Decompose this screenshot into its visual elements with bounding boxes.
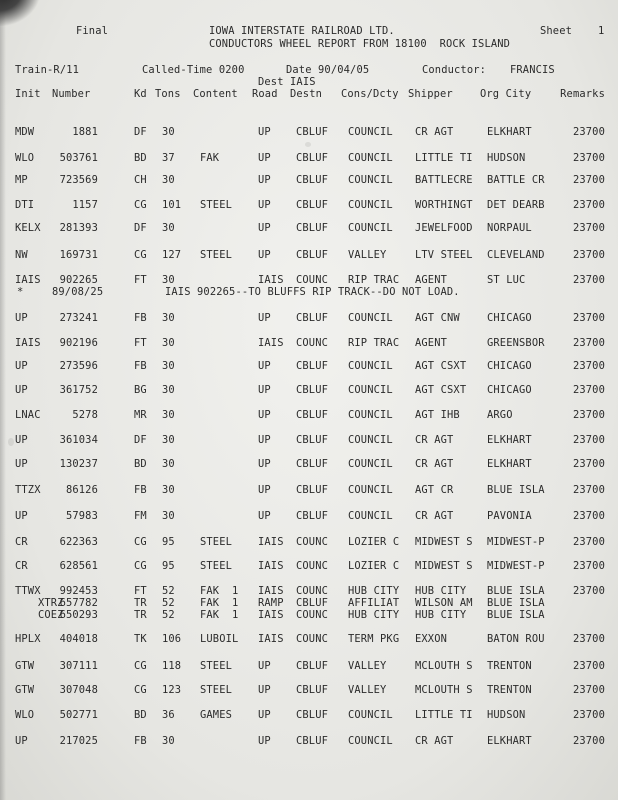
cell-shipper: BATTLECRE xyxy=(415,174,473,186)
cell-destination: CBLUF xyxy=(296,126,329,138)
cell-remarks: 23700 xyxy=(572,274,605,286)
cell-tons: 30 xyxy=(162,735,175,747)
cell-kind: DF xyxy=(134,222,147,234)
cell-road: UP xyxy=(258,709,271,721)
cell-origin-city: ELKHART xyxy=(487,126,532,138)
cell-content: FAK xyxy=(200,152,220,164)
cell-remarks: 23700 xyxy=(572,360,605,372)
cell-content: STEEL xyxy=(200,560,233,572)
cell-consignee: COUNCIL xyxy=(348,174,393,186)
cell-kind: FT xyxy=(134,585,147,597)
cell-shipper: MIDWEST S xyxy=(415,536,473,548)
cell-origin-city: HUDSON xyxy=(487,709,526,721)
cell-init: WLO xyxy=(15,152,35,164)
cell-destination: CBLUF xyxy=(296,458,329,470)
cell-shipper: AGT CR xyxy=(415,484,454,496)
cell-number: 723569 xyxy=(59,174,98,186)
cell-remarks: 23700 xyxy=(572,312,605,324)
cell-consignee: COUNCIL xyxy=(348,434,393,446)
conductor-name: FRANCIS xyxy=(510,64,555,76)
cell-shipper: JEWELFOOD xyxy=(415,222,473,234)
cell-init: NW xyxy=(15,249,28,261)
cell-tons: 101 xyxy=(162,199,182,211)
cell-destination: CBLUF xyxy=(296,684,329,696)
col-content: Content xyxy=(193,88,238,100)
cell-kind: BD xyxy=(134,709,147,721)
cell-shipper: AGT CSXT xyxy=(415,384,467,396)
cell-road: UP xyxy=(258,484,271,496)
cell-origin-city: TRENTON xyxy=(487,684,532,696)
col-destn: Destn xyxy=(290,88,323,100)
cell-kind: CG xyxy=(134,249,147,261)
cell-remarks: 23700 xyxy=(572,409,605,421)
cell-road: UP xyxy=(258,199,271,211)
cell-origin-city: BATON ROU xyxy=(487,633,545,645)
cell-destination: COUNC xyxy=(296,337,329,349)
cell-remarks: 23700 xyxy=(572,660,605,672)
cell-origin-city: ARGO xyxy=(487,409,513,421)
cell-origin-city: DET DEARB xyxy=(487,199,545,211)
cell-kind: FT xyxy=(134,274,147,286)
cell-consignee: COUNCIL xyxy=(348,384,393,396)
cell-shipper: CR AGT xyxy=(415,510,454,522)
train-id: Train-R/11 xyxy=(15,64,80,76)
cell-shipper: AGT CSXT xyxy=(415,360,467,372)
cell-consignee: COUNCIL xyxy=(348,709,393,721)
cell-consignee: TERM PKG xyxy=(348,633,400,645)
cell-tons: 30 xyxy=(162,510,175,522)
cell-init: TTWX xyxy=(15,585,41,597)
cell-kind: BD xyxy=(134,152,147,164)
scan-corner-shadow xyxy=(0,0,40,26)
cell-consignee: LOZIER C xyxy=(348,560,400,572)
cell-origin-city: BLUE ISLA xyxy=(487,585,545,597)
cell-tons: 30 xyxy=(162,126,175,138)
cell-init: UP xyxy=(15,312,28,324)
cell-road: UP xyxy=(258,458,271,470)
cell-content: GAMES xyxy=(200,709,233,721)
cell-consignee: COUNCIL xyxy=(348,222,393,234)
cell-origin-city: ELKHART xyxy=(487,735,532,747)
cell-init: MDW xyxy=(15,126,35,138)
cell-init: IAIS xyxy=(15,337,41,349)
cell-content: STEEL xyxy=(200,249,233,261)
cell-content: STEEL xyxy=(200,536,233,548)
cell-remarks: 23700 xyxy=(572,709,605,721)
cell-consignee: COUNCIL xyxy=(348,458,393,470)
cell-destination: COUNC xyxy=(296,609,329,621)
cell-origin-city: MIDWEST-P xyxy=(487,536,545,548)
cell-road: RAMP xyxy=(258,597,284,609)
cell-number: 169731 xyxy=(59,249,98,261)
cell-consignee: LOZIER C xyxy=(348,536,400,548)
cell-road: UP xyxy=(258,510,271,522)
cell-kind: FB xyxy=(134,360,147,372)
cell-number: 273596 xyxy=(59,360,98,372)
cell-number: 361034 xyxy=(59,434,98,446)
cell-destination: CBLUF xyxy=(296,434,329,446)
cell-tons: 37 xyxy=(162,152,175,164)
cell-init: KELX xyxy=(15,222,41,234)
dest-iais-header: Dest IAIS xyxy=(258,76,316,88)
note-text: IAIS 902265--TO BLUFFS RIP TRACK--DO NOT LOAD. xyxy=(165,286,460,298)
cell-tons: 52 xyxy=(162,609,175,621)
cell-init: HPLX xyxy=(15,633,41,645)
cell-consignee: VALLEY xyxy=(348,660,387,672)
cell-road: IAIS xyxy=(258,560,284,572)
called-time: Called-Time 0200 xyxy=(142,64,245,76)
sheet-number: 1 xyxy=(598,25,605,37)
cell-tons: 95 xyxy=(162,560,175,572)
report-title: CONDUCTORS WHEEL REPORT FROM 18100 ROCK ISLAND xyxy=(209,38,511,50)
cell-number: 86126 xyxy=(65,484,98,496)
cell-remarks: 23700 xyxy=(572,735,605,747)
cell-number: 5278 xyxy=(72,409,98,421)
cell-consignee: HUB CITY xyxy=(348,585,400,597)
cell-destination: CBLUF xyxy=(296,312,329,324)
cell-origin-city: GREENSBOR xyxy=(487,337,545,349)
cell-kind: CG xyxy=(134,684,147,696)
cell-number: 503761 xyxy=(59,152,98,164)
cell-origin-city: NORPAUL xyxy=(487,222,532,234)
col-kd: Kd xyxy=(134,88,147,100)
col-tons: Tons xyxy=(155,88,181,100)
cell-init: IAIS xyxy=(15,274,41,286)
cell-destination: CBLUF xyxy=(296,660,329,672)
cell-remarks: 23700 xyxy=(572,434,605,446)
cell-road: UP xyxy=(258,249,271,261)
cell-origin-city: BLUE ISLA xyxy=(487,597,545,609)
cell-remarks: 23700 xyxy=(572,536,605,548)
cell-shipper: HUB CITY xyxy=(415,585,467,597)
cell-kind: CG xyxy=(134,536,147,548)
cell-kind: FB xyxy=(134,735,147,747)
cell-destination: CBLUF xyxy=(296,409,329,421)
col-number: Number xyxy=(52,88,91,100)
cell-tons: 118 xyxy=(162,660,182,672)
cell-shipper: CR AGT xyxy=(415,434,454,446)
cell-remarks: 23700 xyxy=(572,510,605,522)
cell-tons: 106 xyxy=(162,633,182,645)
cell-remarks: 23700 xyxy=(572,126,605,138)
cell-init: WLO xyxy=(15,709,35,721)
cell-kind: CG xyxy=(134,660,147,672)
cell-shipper: CR AGT xyxy=(415,735,454,747)
cell-tons: 30 xyxy=(162,360,175,372)
cell-shipper: MIDWEST S xyxy=(415,560,473,572)
report-status: Final xyxy=(76,25,109,37)
cell-number: 622363 xyxy=(59,536,98,548)
cell-remarks: 23700 xyxy=(572,152,605,164)
cell-number: 57983 xyxy=(65,510,98,522)
col-cons: Cons/Dcty xyxy=(341,88,399,100)
conductor-label: Conductor: xyxy=(422,64,487,76)
cell-destination: COUNC xyxy=(296,633,329,645)
cell-origin-city: TRENTON xyxy=(487,660,532,672)
note-date: 89/08/25 xyxy=(52,286,104,298)
company-name: IOWA INTERSTATE RAILROAD LTD. xyxy=(209,25,395,37)
cell-content: FAK 1 xyxy=(200,585,239,597)
cell-kind: DF xyxy=(134,434,147,446)
sheet-label: Sheet xyxy=(540,25,573,37)
cell-origin-city: BLUE ISLA xyxy=(487,609,545,621)
cell-number: 992453 xyxy=(59,585,98,597)
cell-shipper: WILSON AM xyxy=(415,597,473,609)
cell-shipper: AGT IHB xyxy=(415,409,460,421)
cell-origin-city: ST LUC xyxy=(487,274,526,286)
cell-kind: TR xyxy=(134,609,147,621)
scan-speck xyxy=(305,142,311,147)
cell-remarks: 23700 xyxy=(572,249,605,261)
cell-tons: 30 xyxy=(162,222,175,234)
cell-remarks: 23700 xyxy=(572,585,605,597)
cell-shipper: MCLOUTH S xyxy=(415,660,473,672)
cell-road: UP xyxy=(258,735,271,747)
cell-shipper: CR AGT xyxy=(415,458,454,470)
cell-init: COEZ xyxy=(38,609,64,621)
cell-destination: CBLUF xyxy=(296,249,329,261)
cell-tons: 30 xyxy=(162,274,175,286)
cell-number: 307048 xyxy=(59,684,98,696)
cell-consignee: COUNCIL xyxy=(348,409,393,421)
cell-remarks: 23700 xyxy=(572,199,605,211)
cell-tons: 30 xyxy=(162,174,175,186)
cell-remarks: 23700 xyxy=(572,337,605,349)
cell-remarks: 23700 xyxy=(572,684,605,696)
cell-kind: DF xyxy=(134,126,147,138)
cell-origin-city: PAVONIA xyxy=(487,510,532,522)
cell-init: GTW xyxy=(15,660,35,672)
cell-consignee: VALLEY xyxy=(348,684,387,696)
cell-tons: 30 xyxy=(162,458,175,470)
cell-content: STEEL xyxy=(200,199,233,211)
cell-kind: CG xyxy=(134,560,147,572)
col-org-city: Org City xyxy=(480,88,532,100)
cell-consignee: AFFILIAT xyxy=(348,597,400,609)
cell-consignee: COUNCIL xyxy=(348,360,393,372)
cell-number: 502771 xyxy=(59,709,98,721)
cell-origin-city: ELKHART xyxy=(487,458,532,470)
note-mark: * xyxy=(17,286,24,298)
cell-shipper: WORTHINGT xyxy=(415,199,473,211)
cell-remarks: 23700 xyxy=(572,222,605,234)
cell-destination: CBLUF xyxy=(296,484,329,496)
cell-init: UP xyxy=(15,360,28,372)
cell-number: 361752 xyxy=(59,384,98,396)
cell-road: UP xyxy=(258,222,271,234)
cell-road: IAIS xyxy=(258,274,284,286)
cell-shipper: LTV STEEL xyxy=(415,249,473,261)
cell-number: 650293 xyxy=(59,609,98,621)
cell-tons: 95 xyxy=(162,536,175,548)
cell-origin-city: BATTLE CR xyxy=(487,174,545,186)
cell-road: IAIS xyxy=(258,609,284,621)
cell-destination: CBLUF xyxy=(296,360,329,372)
cell-origin-city: CHICAGO xyxy=(487,384,532,396)
cell-destination: CBLUF xyxy=(296,222,329,234)
cell-destination: CBLUF xyxy=(296,510,329,522)
cell-number: 281393 xyxy=(59,222,98,234)
cell-consignee: COUNCIL xyxy=(348,312,393,324)
cell-kind: BD xyxy=(134,458,147,470)
cell-consignee: COUNCIL xyxy=(348,152,393,164)
cell-init: CR xyxy=(15,536,28,548)
cell-init: UP xyxy=(15,735,28,747)
cell-origin-city: CHICAGO xyxy=(487,312,532,324)
cell-kind: MR xyxy=(134,409,147,421)
cell-tons: 52 xyxy=(162,585,175,597)
cell-origin-city: ELKHART xyxy=(487,434,532,446)
cell-init: UP xyxy=(15,510,28,522)
cell-consignee: RIP TRAC xyxy=(348,337,400,349)
cell-kind: BG xyxy=(134,384,147,396)
cell-tons: 30 xyxy=(162,484,175,496)
cell-shipper: AGENT xyxy=(415,274,448,286)
cell-number: 902196 xyxy=(59,337,98,349)
cell-tons: 30 xyxy=(162,337,175,349)
cell-tons: 30 xyxy=(162,434,175,446)
cell-origin-city: HUDSON xyxy=(487,152,526,164)
cell-init: TTZX xyxy=(15,484,41,496)
cell-init: XTRZ xyxy=(38,597,64,609)
cell-kind: TR xyxy=(134,597,147,609)
cell-origin-city: CLEVELAND xyxy=(487,249,545,261)
cell-destination: CBLUF xyxy=(296,384,329,396)
cell-remarks: 23700 xyxy=(572,633,605,645)
cell-road: UP xyxy=(258,660,271,672)
cell-road: UP xyxy=(258,684,271,696)
cell-consignee: COUNCIL xyxy=(348,510,393,522)
cell-tons: 30 xyxy=(162,409,175,421)
cell-road: IAIS xyxy=(258,633,284,645)
col-shipper: Shipper xyxy=(408,88,453,100)
cell-destination: CBLUF xyxy=(296,709,329,721)
cell-remarks: 23700 xyxy=(572,484,605,496)
cell-tons: 36 xyxy=(162,709,175,721)
cell-kind: CH xyxy=(134,174,147,186)
cell-tons: 127 xyxy=(162,249,182,261)
cell-origin-city: CHICAGO xyxy=(487,360,532,372)
cell-destination: CBLUF xyxy=(296,597,329,609)
cell-remarks: 23700 xyxy=(572,458,605,470)
report-date: Date 90/04/05 xyxy=(286,64,370,76)
cell-destination: CBLUF xyxy=(296,199,329,211)
cell-shipper: AGENT xyxy=(415,337,448,349)
cell-shipper: EXXON xyxy=(415,633,448,645)
cell-init: UP xyxy=(15,458,28,470)
cell-number: 902265 xyxy=(59,274,98,286)
cell-origin-city: MIDWEST-P xyxy=(487,560,545,572)
cell-road: IAIS xyxy=(258,536,284,548)
cell-number: 1157 xyxy=(72,199,98,211)
cell-destination: CBLUF xyxy=(296,735,329,747)
cell-number: 1881 xyxy=(72,126,98,138)
cell-destination: CBLUF xyxy=(296,174,329,186)
scan-speck xyxy=(8,438,14,446)
cell-kind: CG xyxy=(134,199,147,211)
cell-tons: 30 xyxy=(162,312,175,324)
cell-number: 217025 xyxy=(59,735,98,747)
cell-init: UP xyxy=(15,384,28,396)
cell-consignee: RIP TRAC xyxy=(348,274,400,286)
cell-destination: COUNC xyxy=(296,536,329,548)
cell-remarks: 23700 xyxy=(572,560,605,572)
cell-number: 307111 xyxy=(59,660,98,672)
cell-init: CR xyxy=(15,560,28,572)
cell-road: UP xyxy=(258,409,271,421)
cell-kind: FB xyxy=(134,484,147,496)
cell-shipper: HUB CITY xyxy=(415,609,467,621)
cell-consignee: COUNCIL xyxy=(348,126,393,138)
cell-road: UP xyxy=(258,360,271,372)
cell-number: 628561 xyxy=(59,560,98,572)
cell-kind: TK xyxy=(134,633,147,645)
cell-road: UP xyxy=(258,152,271,164)
cell-road: UP xyxy=(258,384,271,396)
cell-content: FAK 1 xyxy=(200,609,239,621)
cell-consignee: COUNCIL xyxy=(348,484,393,496)
cell-number: 273241 xyxy=(59,312,98,324)
cell-init: DTI xyxy=(15,199,35,211)
cell-origin-city: BLUE ISLA xyxy=(487,484,545,496)
cell-destination: COUNC xyxy=(296,560,329,572)
cell-destination: COUNC xyxy=(296,585,329,597)
col-remarks: Remarks xyxy=(560,88,605,100)
cell-shipper: CR AGT xyxy=(415,126,454,138)
cell-kind: FM xyxy=(134,510,147,522)
cell-destination: CBLUF xyxy=(296,152,329,164)
cell-kind: FT xyxy=(134,337,147,349)
cell-content: STEEL xyxy=(200,684,233,696)
cell-kind: FB xyxy=(134,312,147,324)
scan-edge-shadow xyxy=(0,0,6,800)
cell-consignee: COUNCIL xyxy=(348,735,393,747)
cell-init: MP xyxy=(15,174,28,186)
cell-shipper: LITTLE TI xyxy=(415,152,473,164)
cell-content: LUBOIL xyxy=(200,633,239,645)
cell-road: UP xyxy=(258,434,271,446)
cell-init: GTW xyxy=(15,684,35,696)
cell-number: 404018 xyxy=(59,633,98,645)
cell-init: LNAC xyxy=(15,409,41,421)
cell-road: UP xyxy=(258,174,271,186)
cell-consignee: VALLEY xyxy=(348,249,387,261)
cell-shipper: LITTLE TI xyxy=(415,709,473,721)
cell-consignee: COUNCIL xyxy=(348,199,393,211)
cell-destination: COUNC xyxy=(296,274,329,286)
cell-shipper: AGT CNW xyxy=(415,312,460,324)
cell-tons: 123 xyxy=(162,684,182,696)
cell-consignee: HUB CITY xyxy=(348,609,400,621)
cell-content: FAK 1 xyxy=(200,597,239,609)
cell-tons: 52 xyxy=(162,597,175,609)
cell-number: 130237 xyxy=(59,458,98,470)
cell-tons: 30 xyxy=(162,384,175,396)
cell-content: STEEL xyxy=(200,660,233,672)
cell-road: IAIS xyxy=(258,337,284,349)
cell-road: UP xyxy=(258,126,271,138)
cell-remarks: 23700 xyxy=(572,384,605,396)
cell-shipper: MCLOUTH S xyxy=(415,684,473,696)
col-road: Road xyxy=(252,88,278,100)
cell-road: UP xyxy=(258,312,271,324)
cell-number: 657782 xyxy=(59,597,98,609)
col-init: Init xyxy=(15,88,41,100)
cell-init: UP xyxy=(15,434,28,446)
cell-remarks: 23700 xyxy=(572,174,605,186)
cell-road: IAIS xyxy=(258,585,284,597)
